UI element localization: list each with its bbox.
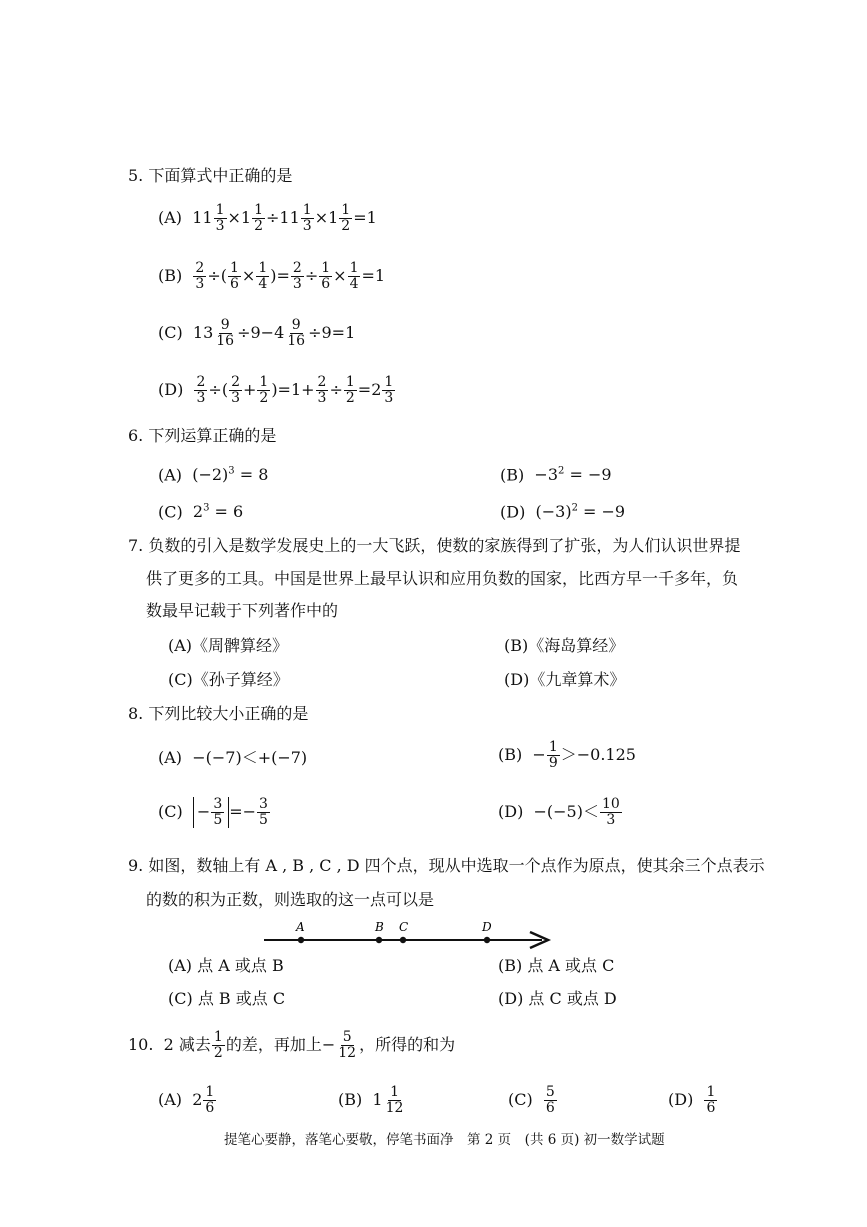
q5-option-b: (B) $\frac{2}{3}$ ÷( $\frac{1}{6}$ × $\frac{1}{4}$ )= $\frac{2}{3}$ ÷ $\frac{1}{6}$ × $\frac{1}{4}$ =1	[158, 260, 386, 292]
q9-option-a: (A) 点 A 或点 B	[168, 956, 284, 975]
q8-option-b: (B) − $\frac{1}{9}$ ＞−0.125	[498, 739, 636, 771]
q10-option-c: (C) $\frac{5}{6}$	[508, 1084, 555, 1116]
q6-option-a: (A) $(-2)^3 = 8$	[158, 465, 269, 485]
q5-option-c-expr: 13 $\frac{9}{16}$ ÷9−4 $\frac{9}{16}$ ÷9=1	[192, 317, 356, 349]
q8-option-a: (A) −(−7)＜+(−7)	[158, 748, 308, 767]
q10-stem: 10. 2 减去 $\frac{1}{2}$ 的差，再加上− $\frac{5}{12}$ ，所得的和为	[128, 1029, 456, 1061]
q7-line1: 7. 负数的引入是数学发展史上的一大飞跃，使数的家族得到了扩张，为人们认识世界提	[128, 536, 741, 555]
q7-line2: 供了更多的工具。中国是世界上最早认识和应用负数的国家，比西方早一千多年，负	[146, 569, 739, 588]
q5-option-d-expr: $\frac{2}{3}$ ÷( $\frac{2}{3}$ + $\frac{1}{2}$ )=1+ $\frac{2}{3}$ ÷ $\frac{1}{2}$ =2 $\frac{1}{3}$	[196, 374, 394, 406]
page-footer: 提笔心要静，落笔心要敬，停笔书面净 第 2 页 (共 6 页) 初一数学试题	[224, 1132, 665, 1148]
q7-option-d: (D)《九章算术》	[504, 670, 626, 689]
q8-stem: 8. 下列比较大小正确的是	[128, 704, 309, 723]
q5-option-c: (C) 13 $\frac{9}{16}$ ÷9−4 $\frac{9}{16}$ ÷9=1	[158, 317, 356, 349]
q8-option-d: (D) −(−5)＜ $\frac{10}{3}$	[498, 796, 620, 828]
point-a	[298, 937, 304, 943]
q9-option-c: (C) 点 B 或点 C	[168, 989, 286, 1008]
q5-option-b-expr: $\frac{2}{3}$ ÷( $\frac{1}{6}$ × $\frac{1}{4}$ )= $\frac{2}{3}$ ÷ $\frac{1}{6}$ × $\frac{1}{4}$ =1	[195, 260, 386, 292]
label-b: B	[375, 920, 384, 934]
q5-option-d: (D) $\frac{2}{3}$ ÷( $\frac{2}{3}$ + $\frac{1}{2}$ )=1+ $\frac{2}{3}$ ÷ $\frac{1}{2}$ =2 $\frac{1}{3}$	[158, 375, 396, 406]
q6-option-b: $(B) -3^2 = -9$	[500, 465, 612, 485]
point-b	[376, 937, 382, 943]
q9-line1: 9. 如图，数轴上有 A , B , C , D 四个点，现从中选取一个点作为原点，使其余三个点表示	[128, 856, 765, 875]
q6-option-c: (C) $2^3 = 6$	[158, 502, 244, 522]
q7-option-a: (A)《周髀算经》	[168, 636, 289, 655]
q8-option-c: (C) − $\frac{3}{5}$ =− $\frac{3}{5}$	[158, 796, 268, 828]
q7-option-b: (B)《海岛算经》	[504, 636, 625, 655]
q5-option-a-expr: 11 $\frac{1}{3}$ ×1 $\frac{1}{2}$ ÷11 $\frac{1}{3}$ ×1 $\frac{1}{2}$ =1	[192, 202, 377, 234]
q5-option-a: (A) 11 $\frac{1}{3}$ ×1 $\frac{1}{2}$ ÷11 $\frac{1}{3}$ ×1 $\frac{1}{2}$ =1	[158, 202, 377, 234]
q10-option-a: (A) 2 $\frac{1}{6}$	[158, 1084, 215, 1116]
q7-line3: 数最早记载于下列著作中的	[146, 601, 339, 620]
label-c: C	[399, 920, 409, 934]
q10-option-b: (B) 1 $\frac{1}{12}$	[338, 1084, 404, 1116]
q9-option-d: (D) 点 C 或点 D	[498, 989, 617, 1008]
q6-stem: 6. 下列运算正确的是	[128, 426, 277, 445]
point-c	[400, 937, 406, 943]
q10-option-d: (D) $\frac{1}{6}$	[668, 1084, 716, 1116]
q9-line2: 的数的积为正数，则选取的这一点可以是	[146, 890, 435, 909]
point-d	[484, 937, 490, 943]
q6-option-d: (D) $(-3)^2 = -9$	[500, 502, 626, 522]
number-line-figure	[260, 918, 560, 952]
label-d: D	[482, 920, 492, 934]
q5-stem: 5. 下面算式中正确的是	[128, 166, 293, 185]
q7-option-c: (C)《孙子算经》	[168, 670, 289, 689]
label-a: A	[296, 920, 305, 934]
q9-option-b: (B) 点 A 或点 C	[498, 956, 615, 975]
